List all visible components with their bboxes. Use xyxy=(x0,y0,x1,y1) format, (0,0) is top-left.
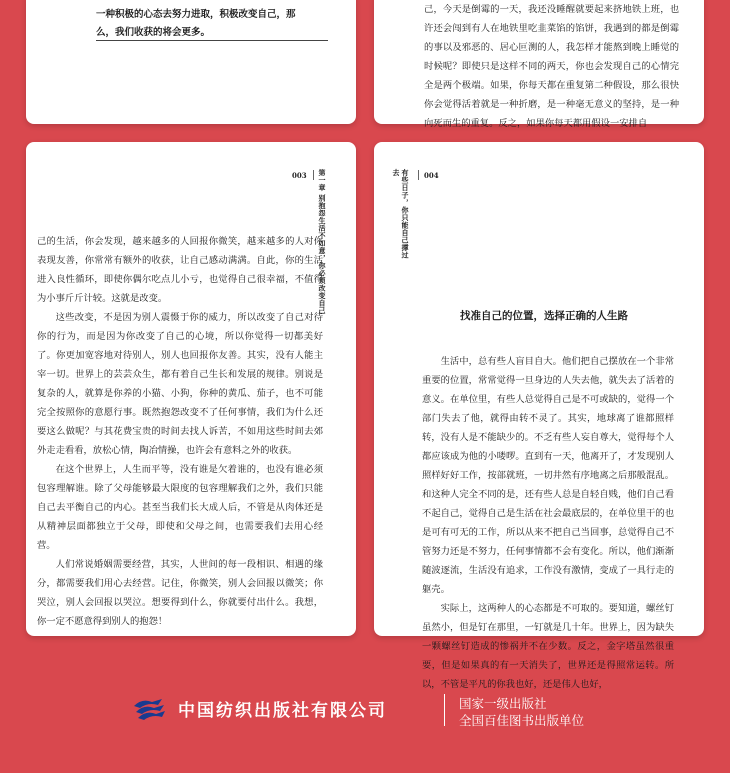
book-page-top-left xyxy=(26,0,356,124)
paragraph: 人们常说婚姻需要经营，其实，人世间的每一段相识、相遇的缘分，都需要我们用心去经营。记住，你微笑，别人会回报以微笑；你哭泣，别人会回报以哭泣。想要得到什么，你就要付出什么。我想，你一定不愿意得到别人的抱怨！ xyxy=(37,559,323,627)
page-text: 一种积极的心态去努力进取，积极改变自己，那么，我们收获的将会更多。 xyxy=(96,8,296,38)
paragraph: 生活中，总有些人盲目自大。他们把自己摆放在一个非常重要的位置，常常觉得一旦身边的人失去他，就失去了活着的意义。在单位里，有些人总觉得自己是不可或缺的，觉得一个部门失去了他，就得由转不灵了。其实，地球离了谁都照样转，没有人是不能缺少的。不乏有些人妄自尊大，觉得每个人都应该成为他的小喽啰。直到有一天，他离开了，才发现别人照样好好工作，按部就班，一切井然有序地离之后那般混乱。和这种人完全不同的是，还有些人总是自轻自贱，他们自己看不起自己，觉得自己是生活在社会最底层的，在单位里干的也是可有可无的工作，所以从来不把自己当回事，总觉得自己不管努力还是不努力，任何事情都不会有变化。所以，他们渐渐随波逐流，生活没有追求，工作没有激情，变成了一具行走的躯壳。 xyxy=(422,356,674,595)
paragraph: 这些改变，不是因为别人震慑于你的威力，所以改变了自己对待你的行为，而是因为你改变了自己的心境，所以你觉得一切都美好了。你更加宽容地对待别人，别人也回报你友善。其实，没有人能主宰一切。世界上的芸芸众生，都有着自己生长和发展的规律。别说是复杂的人，就算是你养的小猫、小狗，你种的黄瓜、茄子，也不可能完全按照你的意愿行事。既然抱怨改变不了任何事情，我们为什么还要这么做呢？与其花费宝贵的时间去找人诉苦，不如用这些时间去郊外走走看看，放松心情，陶冶情操，也许会有意料之外的收获。 xyxy=(37,312,323,456)
header-divider xyxy=(313,170,314,180)
section-heading: 找准自己的位置，选择正确的人生路 xyxy=(460,310,628,322)
page-text: 己，今天是倒霉的一天，我还没睡醒就要起来挤地铁上班，也许还会闯到有人在地铁里吃韭菜馅的馅饼，我遇到的都是倒霉的事以及邪恶的、居心叵测的人，我怎样才能熬到晚上睡觉的时候呢？即使只是这样不同的两天，你也会发现自己的心情完全是两个极端。如果，你每天都在重复第二种假设，那么很快你会觉得活着就是一种折磨，是一种毫无意义的坚持，是一种向死而生的重复。反之，如果你每天都用假设一安排自 xyxy=(424,4,679,129)
page-body xyxy=(422,352,674,694)
header-divider xyxy=(418,170,419,180)
page-number: 003 xyxy=(292,171,307,180)
footer-divider xyxy=(444,694,445,726)
book-page-top-right xyxy=(374,0,704,129)
publisher-wave-logo-icon xyxy=(132,696,166,722)
publisher-footer xyxy=(0,690,730,730)
page-body xyxy=(37,232,323,631)
running-head: 第一章 别抱怨生活不如意，你必须改变自己 xyxy=(318,169,327,315)
book-page-003 xyxy=(26,142,356,636)
paragraph: 在这个世界上，人生而平等，没有谁是欠着谁的，也没有谁必须包容理解谁。除了父母能够最大限度的包容理解我们之外，我们只能自己去平衡自己的内心。甚至当我们长大成人后，不管是从肉体还是从精神层面都独立于父母，即使和父母之间，也需要我们去用心经营。 xyxy=(37,464,323,551)
page-number: 004 xyxy=(424,171,439,180)
publisher-tagline-2: 全国百佳图书出版单位 xyxy=(459,713,585,728)
book-page-004 xyxy=(374,142,704,690)
paragraph: 己的生活，你会发现，越来越多的人回报你微笑，越来越多的人对你表现友善，你常常有额外的收获，让自己感动满满。自此，你的生活进入良性循环，即使你偶尔吃点儿小亏，也觉得自己很幸福，不值得为小事斤斤计较。这就是改变。 xyxy=(37,236,323,304)
footnote-rule xyxy=(96,40,328,41)
paragraph: 实际上，这两种人的心态都是不可取的。要知道，螺丝钉虽然小，但是钉在那里，一钉就是几十年。世界上，因为缺失一颗螺丝钉造成的惨祸并不在少数。反之，金字塔虽然很重要，但是如果真的有一天消失了，世界还是得照常运转。所以，不管是平凡的你我也好，还是伟人也好， xyxy=(422,603,674,690)
running-head: 有些日子，你只能自己撑过去 xyxy=(392,169,410,259)
publisher-name: 中国纺织出版社有限公司 xyxy=(178,701,387,721)
publisher-tagline-1: 国家一级出版社 xyxy=(459,696,547,711)
